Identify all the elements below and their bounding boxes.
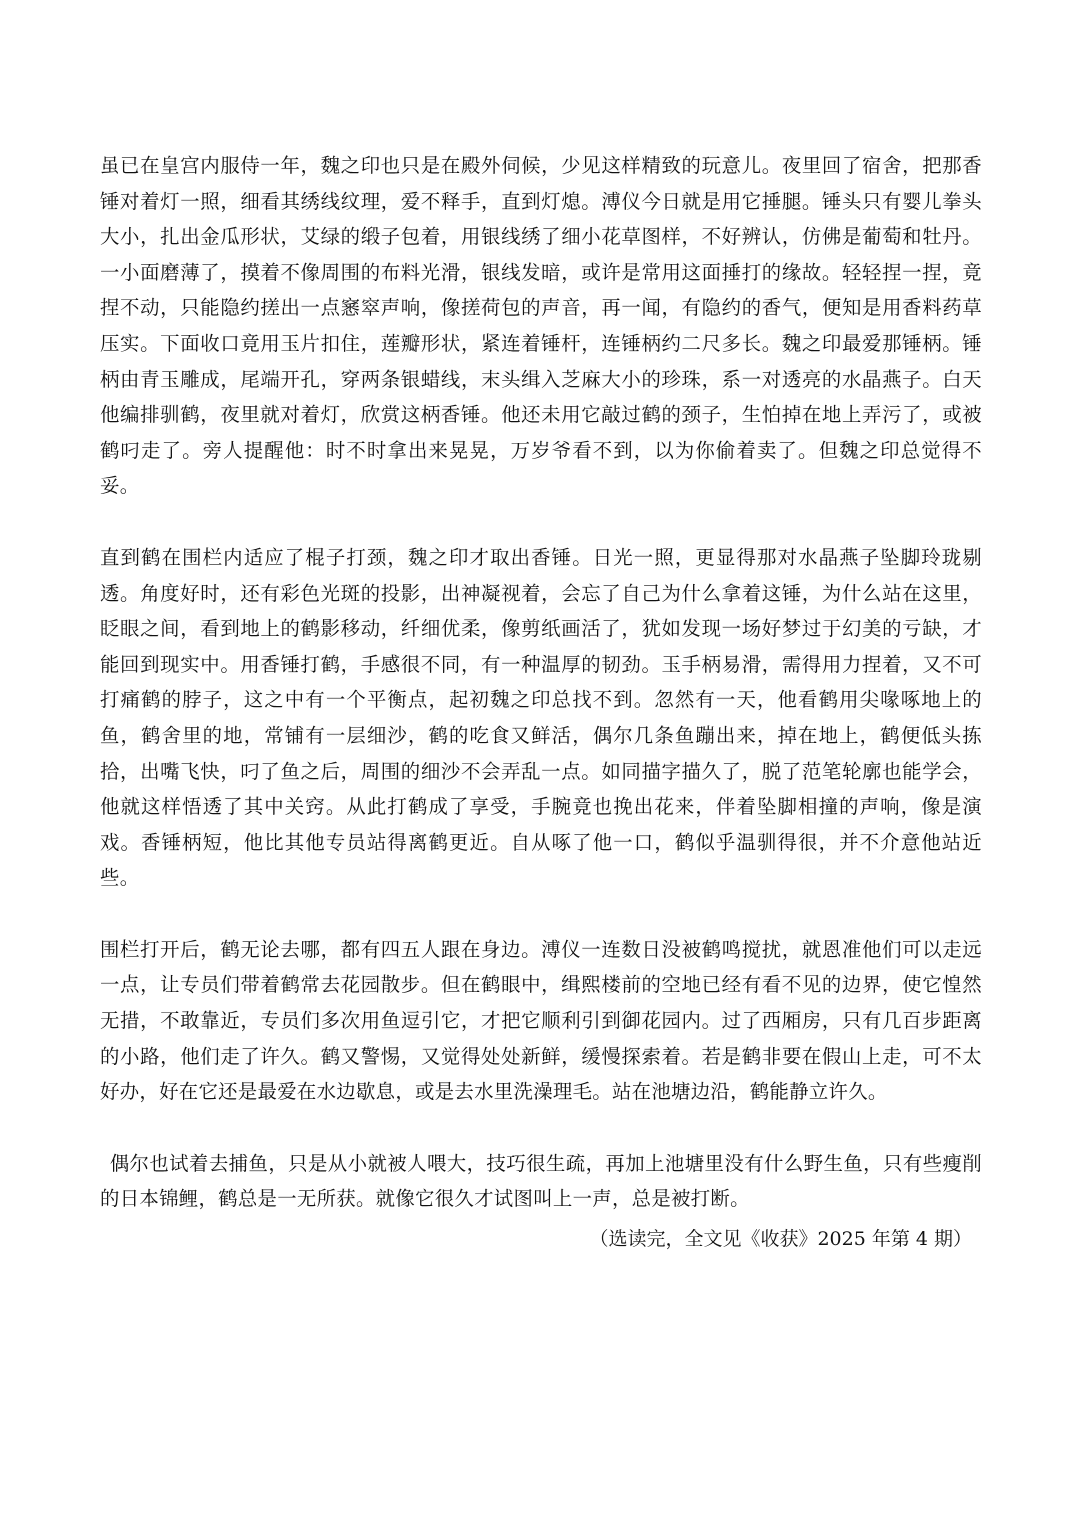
source-note: （选读完，全文见《收获》2025 年第 4 期）: [589, 1228, 972, 1251]
article-page: [100, 148, 982, 1255]
article-paragraph-4: 偶尔也试着去捕鱼，只是从小就被人喂大，技巧很生疏，再加上池塘里没有什么野生鱼，只有些瘦削的日本锦鲤，鹤总是一无所获。就像它很久才试图叫上一声，总是被打断。: [100, 1151, 982, 1211]
article-paragraph-3: 围栏打开后，鹤无论去哪，都有四五人跟在身边。溥仪一连数日没被鹤鸣搅扰，就恩准他们可以走远一点，让专员们带着鹤常去花园散步。但在鹤眼中，缉熙楼前的空地已经有看不见的边界，使它惶然无措，不敢靠近，专员们多次用鱼逗引它，才把它顺利引到御花园内。过了西厢房，只有几百步距离的小路，他们走了许久。鹤又警惕，又觉得处处新鲜，缓慢探索着。若是鹤非要在假山上走，可不太好办，好在它还是最爱在水边歇息，或是去水里洗澡理毛。站在池塘边沿，鹤能静立许久。: [100, 937, 982, 1104]
article-paragraph-2: 直到鹤在围栏内适应了棍子打颈，魏之印才取出香锤。日光一照，更显得那对水晶燕子坠脚玲珑剔透。角度好时，还有彩色光斑的投影，出神凝视着，会忘了自己为什么拿着这锤，为什么站在这里，眨眼之间，看到地上的鹤影移动，纤细优柔，像剪纸画活了，犹如发现一场好梦过于幻美的亏缺，才能回到现实中。用香锤打鹤，手感很不同，有一种温厚的韧劲。玉手柄易滑，需得用力捏着，又不可打痛鹤的脖子，这之中有一个平衡点，起初魏之印总找不到。忽然有一天，他看鹤用尖喙啄地上的鱼，鹤舍里的地，常铺有一层细沙，鹤的吃食又鲜活，偶尔几条鱼蹦出来，掉在地上，鹤便低头拣拾，出嘴飞快，叼了鱼之后，周围的细沙不会弄乱一点。如同描字描久了，脱了范笔轮廓也能学会，他就这样悟透了其中关窍。从此打鹤成了享受，手腕竟也挽出花来，伴着坠脚相撞的声响，像是演戏。香锤柄短，他比其他专员站得离鹤更近。自从啄了他一口，鹤似乎温驯得很，并不介意他站近些。: [100, 545, 982, 890]
article-paragraph-1: 虽已在皇宫内服侍一年，魏之印也只是在殿外伺候，少见这样精致的玩意儿。夜里回了宿舍，把那香锤对着灯一照，细看其绣线纹理，爱不释手，直到灯熄。溥仪今日就是用它捶腿。锤头只有婴儿拳头大小，扎出金瓜形状，艾绿的缎子包着，用银线绣了细小花草图样，不好辨认，仿佛是葡萄和牡丹。一小面磨薄了，摸着不像周围的布料光滑，银线发暗，或许是常用这面捶打的缘故。轻轻捏一捏，竟捏不动，只能隐约搓出一点窸窣声响，像搓荷包的声音，再一闻，有隐约的香气，便知是用香料药草压实。下面收口竟用玉片扣住，莲瓣形状，紧连着锤杆，连锤柄约二尺多长。魏之印最爱那锤柄。锤柄由青玉雕成，尾端开孔，穿两条银蜡线，末头缉入芝麻大小的珍珠，系一对透亮的水晶燕子。白天他编排驯鹤，夜里就对着灯，欣赏这柄香锤。他还未用它敲过鹤的颈子，生怕掉在地上弄污了，或被鹤叼走了。旁人提醒他：时不时拿出来晃晃，万岁爷看不到，以为你偷着卖了。但魏之印总觉得不妥。: [100, 154, 982, 498]
